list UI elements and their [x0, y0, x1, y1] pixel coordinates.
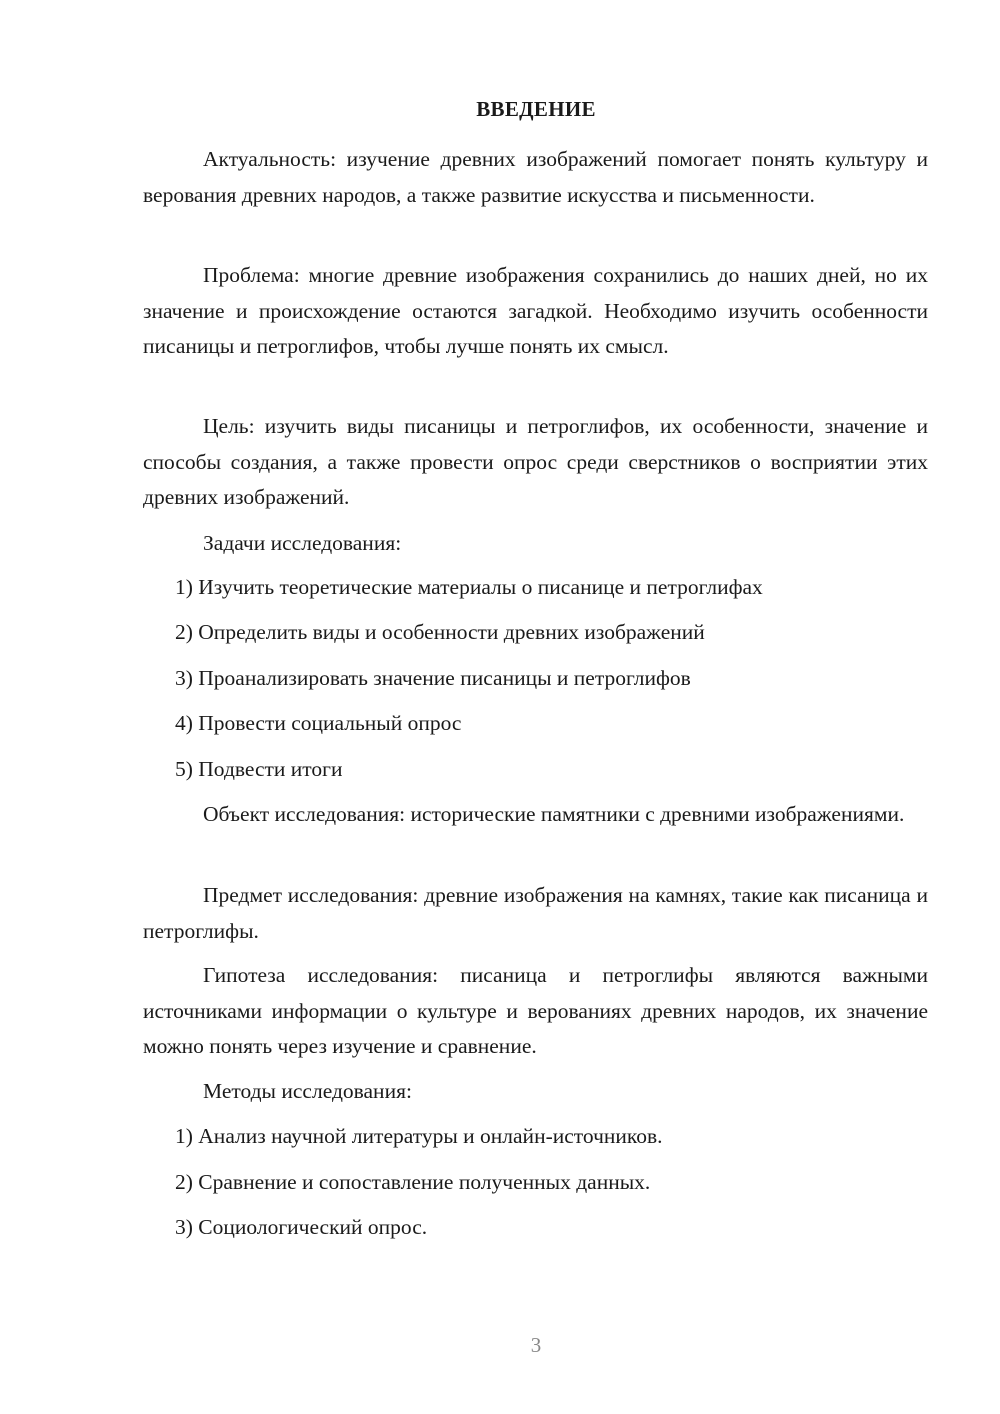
page-number: 3	[530, 1333, 542, 1357]
task-item: 3) Проанализировать значение писаницы и петроглифов	[175, 666, 691, 690]
method-item: 1) Анализ научной литературы и онлайн-источников.	[175, 1124, 663, 1148]
hypothesis-paragraph: Гипотеза исследования: писаница и петроглифы являются важными источниками информации о культуре и верованиях древних народов, их значение можно понять через изучение и сравнение.	[143, 963, 928, 1058]
method-item: 2) Сравнение и сопоставление полученных данных.	[175, 1170, 651, 1194]
task-item: 1) Изучить теоретические материалы о писанице и петроглифах	[175, 575, 763, 599]
method-item: 3) Социологический опрос.	[175, 1215, 428, 1239]
object-paragraph: Объект исследования: исторические памятники с древними изображениями.	[203, 802, 905, 826]
methods-heading: Методы исследования:	[203, 1079, 412, 1103]
subject-paragraph: Предмет исследования: древние изображения на камнях, такие как писаница и петроглифы.	[143, 883, 928, 943]
task-item: 5) Подвести итоги	[175, 757, 343, 781]
relevance-paragraph: Актуальность: изучение древних изображений помогает понять культуру и верования древних народов, а также развитие искусства и письменности.	[143, 147, 928, 207]
tasks-heading: Задачи исследования:	[203, 531, 402, 555]
task-item: 4) Провести социальный опрос	[175, 711, 462, 735]
goal-paragraph: Цель: изучить виды писаницы и петроглифов, их особенности, значение и способы создания, а также провести опрос среди сверстников о восприятии этих древних изображений.	[143, 414, 928, 509]
page-title: ВВЕДЕНИЕ	[476, 97, 596, 121]
problem-paragraph: Проблема: многие древние изображения сохранились до наших дней, но их значение и происхождение остаются загадкой. Необходимо изучить особенности писаницы и петроглифов, чтобы лучше понять их смысл.	[143, 263, 928, 358]
task-item: 2) Определить виды и особенности древних изображений	[175, 620, 705, 644]
